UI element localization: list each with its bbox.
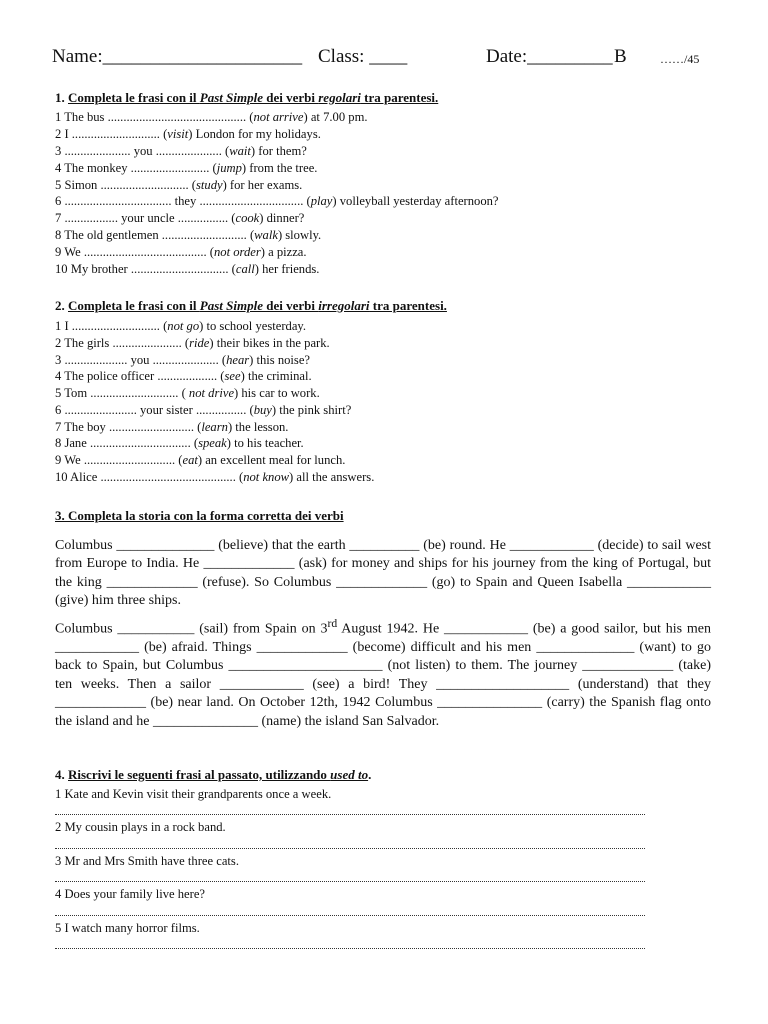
class-field: Class: ____ — [318, 46, 408, 67]
section-4-number: 4. — [55, 767, 65, 782]
section-3-title — [55, 508, 344, 524]
rewrite-item: 4 Does your family live here? — [55, 887, 206, 901]
section-2-instructions: Completa le frasi con il Past Simple dei verbi irregolari tra parentesi. — [68, 298, 447, 313]
name-field: Name:_____________________ — [52, 46, 303, 67]
section-3-instructions: 3. Completa la storia con la forma corretta dei verbi — [55, 508, 344, 523]
exercise-item: 8 The old gentlemen ........................... (walk) slowly. — [55, 228, 322, 243]
date-field: Date:_________ — [486, 46, 613, 67]
test-version: B — [614, 46, 627, 67]
exercise-item: 7 ................. your uncle ................ (cook) dinner? — [55, 211, 305, 226]
exercise-item: 2 The girls ...................... (ride) their bikes in the park. — [55, 335, 330, 350]
answer-line[interactable] — [55, 915, 645, 916]
exercise-item: 7 The boy ........................... (learn) the lesson. — [55, 419, 289, 434]
section-1-title — [55, 90, 438, 106]
section-4-title — [55, 767, 371, 783]
exercise-item: 9 We ............................. (eat) an excellent meal for lunch. — [55, 453, 346, 467]
score-field: ……/45 — [660, 52, 700, 66]
section-2-items — [55, 318, 374, 486]
section-1-instructions: Completa le frasi con il Past Simple dei verbi regolari tra parentesi. — [68, 90, 439, 105]
answer-line[interactable] — [55, 881, 645, 882]
exercise-item: 5 Tom ............................ ( not drive) his car to work. — [55, 386, 320, 400]
section-2-number: 2. — [55, 298, 65, 313]
exercise-item: 9 We ....................................... (not order) a pizza. — [55, 245, 307, 260]
exercise-item: 4 The monkey ......................... (jump) from the tree. — [55, 160, 318, 175]
story-paragraph-2: Columbus ___________ (sail) from Spain on 3rd August 1942. He ____________ (be) a good sailor, but his men ____________ (be) afraid. Things _____________ (become) difficult and his men ______________ (want) to go back to Spain, but Columbus ______________________ (not listen) to them. The journey _____________ (take) ten weeks. Then a sailor ____________ (see) a bird! They ___________________ (understand) that they _____________ (be) near land. On October 12th, 1942 Columbus _______________ (carry) the Spanish flag onto the island and he _______________ (name) the island San Salvador. — [55, 617, 711, 729]
exercise-item: 1 I ............................ (not go) to school yesterday. — [55, 319, 307, 333]
exercise-item: 4 The police officer ................... (see) the criminal. — [55, 369, 312, 384]
rewrite-item: 2 My cousin plays in a rock band. — [55, 820, 226, 834]
section-1-number: 1. — [55, 90, 65, 105]
section-1-items — [55, 109, 499, 278]
exercise-item: 1 The bus ............................................ (not arrive) at 7.00 pm. — [55, 110, 368, 124]
story-paragraph-1: Columbus ______________ (believe) that the earth __________ (be) round. He ____________ (decide) to sail west from Europe to India. He _____________ (ask) for money and ships for his journey from the king of Portugal, but the king _____________ (refuse). So Columbus _____________ (go) to Spain and Queen Isabella ____________ (give) him three ships. — [55, 538, 711, 609]
exercise-item: 10 Alice ........................................... (not know) all the answers. — [55, 469, 375, 484]
section-4-instructions: Riscrivi le seguenti frasi al passato, utilizzando used to. — [68, 767, 372, 782]
rewrite-item: 3 Mr and Mrs Smith have three cats. — [55, 854, 239, 868]
exercise-item: 3 .................... you ..................... (hear) this noise? — [55, 352, 311, 367]
rewrite-item: 1 Kate and Kevin visit their grandparents once a week. — [55, 787, 332, 801]
answer-line[interactable] — [55, 848, 645, 849]
section-2-title — [55, 298, 447, 314]
answer-line[interactable] — [55, 814, 645, 815]
exercise-item: 3 ..................... you ..................... (wait) for them? — [55, 143, 307, 158]
header — [52, 46, 712, 72]
exercise-item: 10 My brother ............................... (call) her friends. — [55, 262, 320, 277]
exercise-item: 6 ....................... your sister ................ (buy) the pink shirt? — [55, 402, 352, 417]
exercise-item: 6 .................................. they ................................. (play) volleyball yesterday afternoon? — [55, 194, 499, 209]
exercise-item: 5 Simon ............................ (study) for her exams. — [55, 177, 303, 192]
rewrite-item: 5 I watch many horror films. — [55, 921, 200, 935]
answer-line[interactable] — [55, 948, 645, 949]
exercise-item: 2 I ............................ (visit) London for my holidays. — [55, 126, 321, 141]
exercise-item: 8 Jane ................................ (speak) to his teacher. — [55, 436, 304, 451]
